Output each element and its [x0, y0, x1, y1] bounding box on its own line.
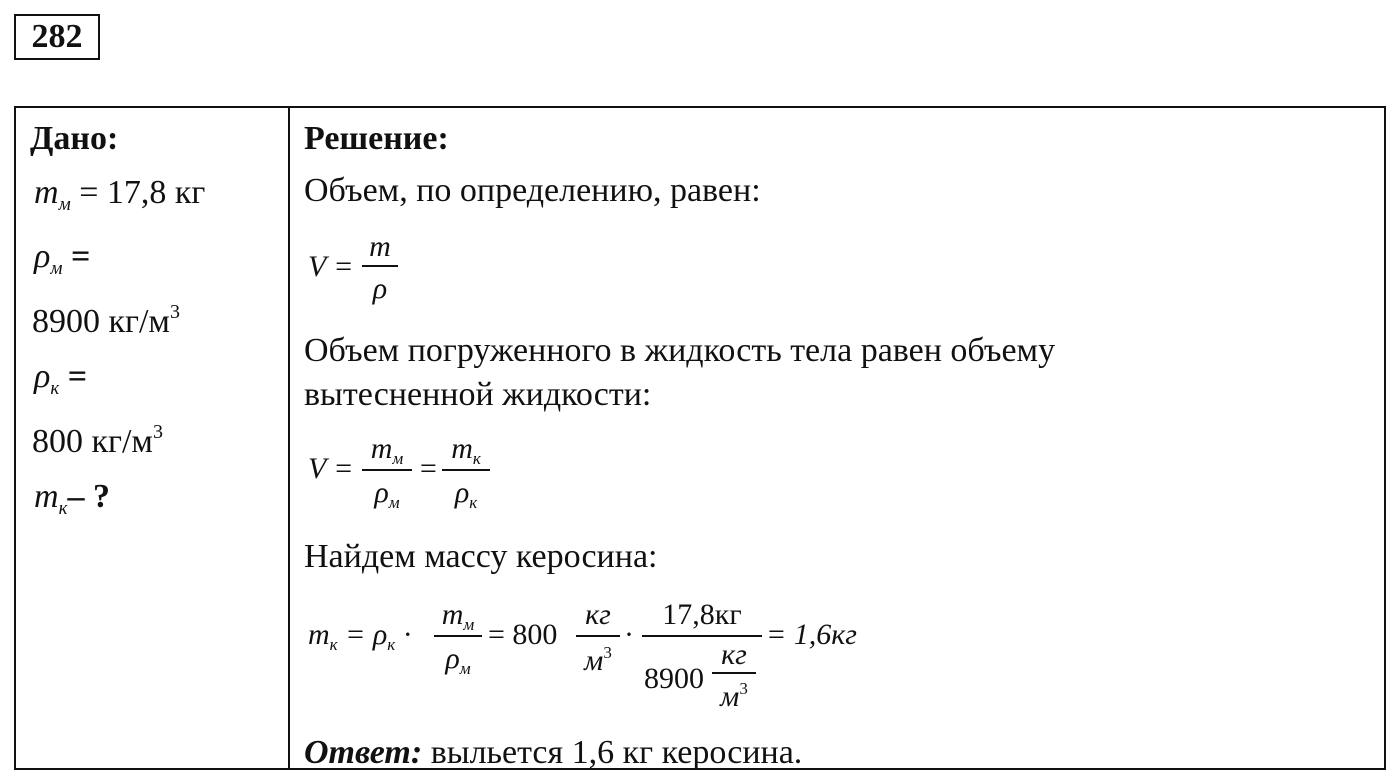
formula-3-lhs: [308, 620, 413, 653]
nested-fraction-units: [712, 638, 756, 713]
fraction-numerator: [362, 434, 412, 467]
sym: m: [441, 598, 464, 631]
given-copper-mass: [34, 176, 205, 214]
answer-text: выльется 1,6 кг керосина.: [430, 734, 803, 771]
problem-number: 282: [14, 14, 100, 60]
value-kerosene-density: [32, 422, 163, 459]
formula-2-fraction-2: [442, 432, 490, 512]
dot: ·: [624, 618, 634, 651]
sym: m: [308, 618, 330, 651]
sym: m: [370, 432, 393, 465]
fraction-numerator: m: [369, 230, 391, 263]
sym: ρ: [445, 642, 460, 675]
equals-sign: =: [70, 238, 91, 275]
exponent: 3: [152, 421, 163, 443]
sym: ρ: [454, 476, 470, 509]
fraction-denominator: [576, 644, 620, 676]
denominator-value: [644, 664, 704, 694]
fraction-denominator: [712, 680, 756, 712]
dot: ·: [402, 618, 413, 651]
fraction-denominator: [442, 478, 490, 511]
formula-1-fraction: [362, 230, 398, 304]
solution-header: Решение:: [304, 120, 449, 157]
solution-line-3: вытесненной жидкости:: [304, 376, 652, 413]
subscript-m: м: [58, 194, 71, 215]
answer-label: Ответ:: [304, 734, 423, 771]
exp: 3: [739, 679, 748, 698]
sub: к: [329, 635, 338, 654]
solution-table: [14, 106, 1386, 770]
fraction-bar: [442, 469, 490, 471]
fraction-denominator: ρ: [372, 272, 388, 305]
density-text: 800 кг/м: [32, 423, 153, 460]
fraction-bar: [712, 672, 756, 674]
sym: м: [720, 680, 740, 713]
given-find: [34, 480, 110, 518]
sub: м: [388, 493, 400, 512]
sub: к: [469, 493, 478, 512]
formula-3-fraction-big: [642, 598, 762, 713]
solution-column: [290, 108, 1384, 771]
given-kerosene-density: [34, 360, 87, 398]
sub: к: [387, 635, 396, 654]
equals-rho: = ρ: [345, 618, 388, 651]
fraction-bar: [642, 635, 762, 637]
sub: м: [463, 615, 475, 634]
fraction-bar: [362, 265, 398, 267]
value: = 1,6кг: [766, 618, 857, 651]
fraction-denominator: [642, 638, 762, 713]
value: = 800: [488, 618, 558, 651]
solution-line-4: Найдем массу керосина:: [304, 538, 658, 575]
value: 8900: [644, 662, 704, 695]
fraction-numerator: кг: [721, 638, 747, 671]
sub: к: [472, 449, 481, 468]
subscript-m: м: [50, 258, 63, 279]
value: 17,8кг: [662, 598, 742, 631]
solution-line-1: Объем, по определению, равен:: [304, 172, 761, 209]
formula-2-lhs: V =: [308, 452, 354, 485]
subscript-k: к: [58, 498, 68, 519]
sym: ρ: [374, 476, 389, 509]
fraction-denominator: [434, 644, 482, 677]
formula-3-equals-800: [488, 620, 557, 650]
symbol-m: m: [34, 174, 59, 211]
given-column: [16, 108, 288, 768]
symbol-m: m: [34, 478, 59, 515]
given-copper-density: [34, 240, 90, 278]
subscript-k: к: [50, 378, 60, 399]
sym: m: [451, 432, 473, 465]
fraction-numerator: [442, 434, 490, 467]
formula-3-dot: [624, 620, 634, 650]
symbol-rho: ρ: [34, 358, 51, 395]
solution-line-2: Объем погруженного в жидкость тела равен объему: [304, 332, 1056, 369]
exp: 3: [603, 643, 612, 662]
formula-2-fraction-1: [362, 432, 412, 512]
formula-3-fraction-units: [576, 598, 620, 678]
sym: м: [584, 644, 604, 677]
answer-line: [304, 736, 802, 770]
fraction-bar: [362, 469, 412, 471]
formula-2-equals: =: [418, 452, 439, 485]
fraction-numerator: [434, 600, 482, 633]
fraction-numerator: [642, 600, 762, 630]
sub: м: [392, 449, 404, 468]
find-question: – ?: [67, 478, 110, 515]
exponent: 3: [169, 301, 180, 323]
fraction-bar: [576, 635, 620, 637]
equals-sign: =: [67, 358, 88, 395]
formula-3-fraction-1: [434, 598, 482, 678]
fraction-denominator: [362, 478, 412, 511]
value-copper-mass: = 17,8 кг: [79, 174, 206, 211]
value-copper-density: [32, 302, 180, 339]
formula-3-result: [766, 620, 857, 650]
sub: м: [459, 659, 471, 678]
formula-1-lhs: V =: [308, 250, 354, 283]
fraction-numerator: кг: [585, 598, 611, 631]
density-text: 8900 кг/м: [32, 303, 170, 340]
fraction-bar: [434, 635, 482, 637]
given-header: Дано:: [30, 120, 119, 157]
symbol-rho: ρ: [34, 238, 51, 275]
